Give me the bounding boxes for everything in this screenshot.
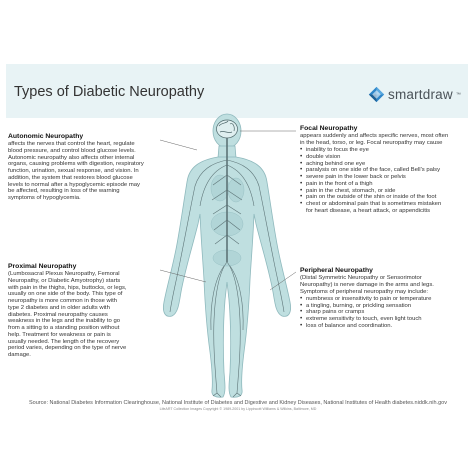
autonomic-line: function, urination, sexual response, and vision. In bbox=[8, 168, 139, 174]
autonomic-heading: Autonomic Neuropathy bbox=[8, 133, 84, 140]
focal-symptom: • severe pain in the lower back or pelvis bbox=[300, 174, 462, 181]
peripheral-line: Neuropathy) is nerve damage in the arms and legs. bbox=[300, 281, 434, 288]
focal-symptom: • double vision bbox=[300, 154, 462, 161]
brain bbox=[217, 120, 238, 138]
focal-symptom-continued: for heart disease, a heart attack, or appendicitis bbox=[306, 207, 431, 214]
proximal-line: help. Treatment for weakness or pain is bbox=[8, 331, 111, 338]
trademark: ™ bbox=[455, 91, 461, 98]
proximal-line: from a sitting to a standing position without bbox=[8, 325, 120, 331]
proximal-line: neuropathy is more common in those with bbox=[8, 298, 118, 304]
focal-symptom: • pain in the chest, stomach, or side bbox=[300, 188, 462, 195]
peripheral-symptom: • numbness or insensitivity to pain or temperature bbox=[300, 296, 460, 303]
proximal-line: diabetes. Proximal neuropathy causes bbox=[8, 311, 108, 318]
focal-line: in the head, torso, or leg. Focal neuropathy may cause bbox=[300, 139, 443, 146]
focal-symptom: • pain on the outside of the shin or inside of the foot bbox=[300, 194, 462, 201]
proximal-line: usually needed. The length of the recovery bbox=[8, 338, 120, 345]
peripheral-line: Symptoms of peripheral neuropathy may include: bbox=[300, 288, 429, 295]
page-title: Types of Diabetic Neuropathy bbox=[14, 84, 205, 100]
focal-neuropathy-panel bbox=[300, 125, 462, 215]
proximal-line: with pain in the thighs, hips, buttocks, or legs, bbox=[8, 284, 127, 291]
image-credit: LifeART Collection Images Copyright © 1989-2001 by Lippincott Williams & Wilkins, Baltimore, MD bbox=[159, 407, 317, 411]
autonomic-line: levels to normal after a hypoglycemic episode may bbox=[8, 181, 140, 188]
focal-symptom: • paralysis on one side of the face, called Bell's palsy bbox=[300, 167, 462, 174]
autonomic-line: symptoms of hypoglycemia. bbox=[8, 195, 81, 201]
autonomic-line: Autonomic neuropathy also affects other internal bbox=[8, 154, 135, 161]
peripheral-symptom: • a tingling, burning, or prickling sensation bbox=[300, 303, 460, 310]
proximal-line: type 2 diabetes and in older adults with bbox=[8, 304, 110, 311]
proximal-neuropathy-panel bbox=[8, 263, 166, 359]
focal-symptom: • aching behind one eye bbox=[300, 161, 462, 168]
proximal-line: (Lumbosacral Plexus Neuropathy, Femoral bbox=[8, 271, 120, 277]
peripheral-symptom: • sharp pains or cramps bbox=[300, 309, 460, 316]
proximal-line: period varies, depending on the type of nerve bbox=[8, 345, 127, 352]
proximal-line: weakness in the legs and the inability to go bbox=[8, 318, 120, 325]
focal-symptom-list bbox=[300, 147, 462, 215]
proximal-heading: Proximal Neuropathy bbox=[8, 263, 77, 270]
proximal-line: usually on one side of the body. This type of bbox=[8, 291, 123, 298]
peripheral-symptom-list bbox=[300, 296, 460, 330]
proximal-line: damage. bbox=[8, 352, 31, 358]
autonomic-line: addition, the system that restores blood glucose bbox=[8, 174, 133, 181]
autonomic-line: organs, causing problems with digestion, respiratory bbox=[8, 161, 144, 168]
peripheral-heading: Peripheral Neuropathy bbox=[300, 267, 373, 274]
autonomic-line: blood pressure, and control blood glucose levels. bbox=[8, 147, 136, 154]
proximal-line: Neuropathy, or Diabetic Amyotrophy) starts bbox=[8, 277, 121, 284]
focal-symptom: • pain in the front of a thigh bbox=[300, 181, 462, 188]
focal-heading: Focal Neuropathy bbox=[300, 125, 358, 132]
autonomic-line: be affected, resulting in loss of the warning bbox=[8, 188, 120, 195]
peripheral-symptom: • loss of balance and coordination. bbox=[300, 323, 460, 330]
focal-symptom: • inability to focus the eye bbox=[300, 147, 462, 154]
logo-text: smartdraw bbox=[388, 87, 453, 102]
focal-line: appears suddenly and affects specific nerves, most often bbox=[300, 133, 449, 139]
autonomic-line: affects the nerves that control the heart, regulate bbox=[8, 141, 135, 147]
peripheral-neuropathy-panel bbox=[300, 267, 460, 330]
autonomic-neuropathy-panel bbox=[8, 133, 168, 202]
source-citation: Source: National Diabetes Information Clearinghouse, National Institute of Diabetes and Digestive and Kidney Diseases, National Institutes of Health diabetes.niddk.nih.gov bbox=[29, 400, 447, 406]
peripheral-line: (Distal Symmetric Neuropathy or Sensorimotor bbox=[300, 275, 422, 281]
focal-symptom: • chest or abdominal pain that is sometimes mistaken bbox=[300, 201, 462, 208]
peripheral-symptom: • extreme sensitivity to touch, even light touch bbox=[300, 316, 460, 323]
